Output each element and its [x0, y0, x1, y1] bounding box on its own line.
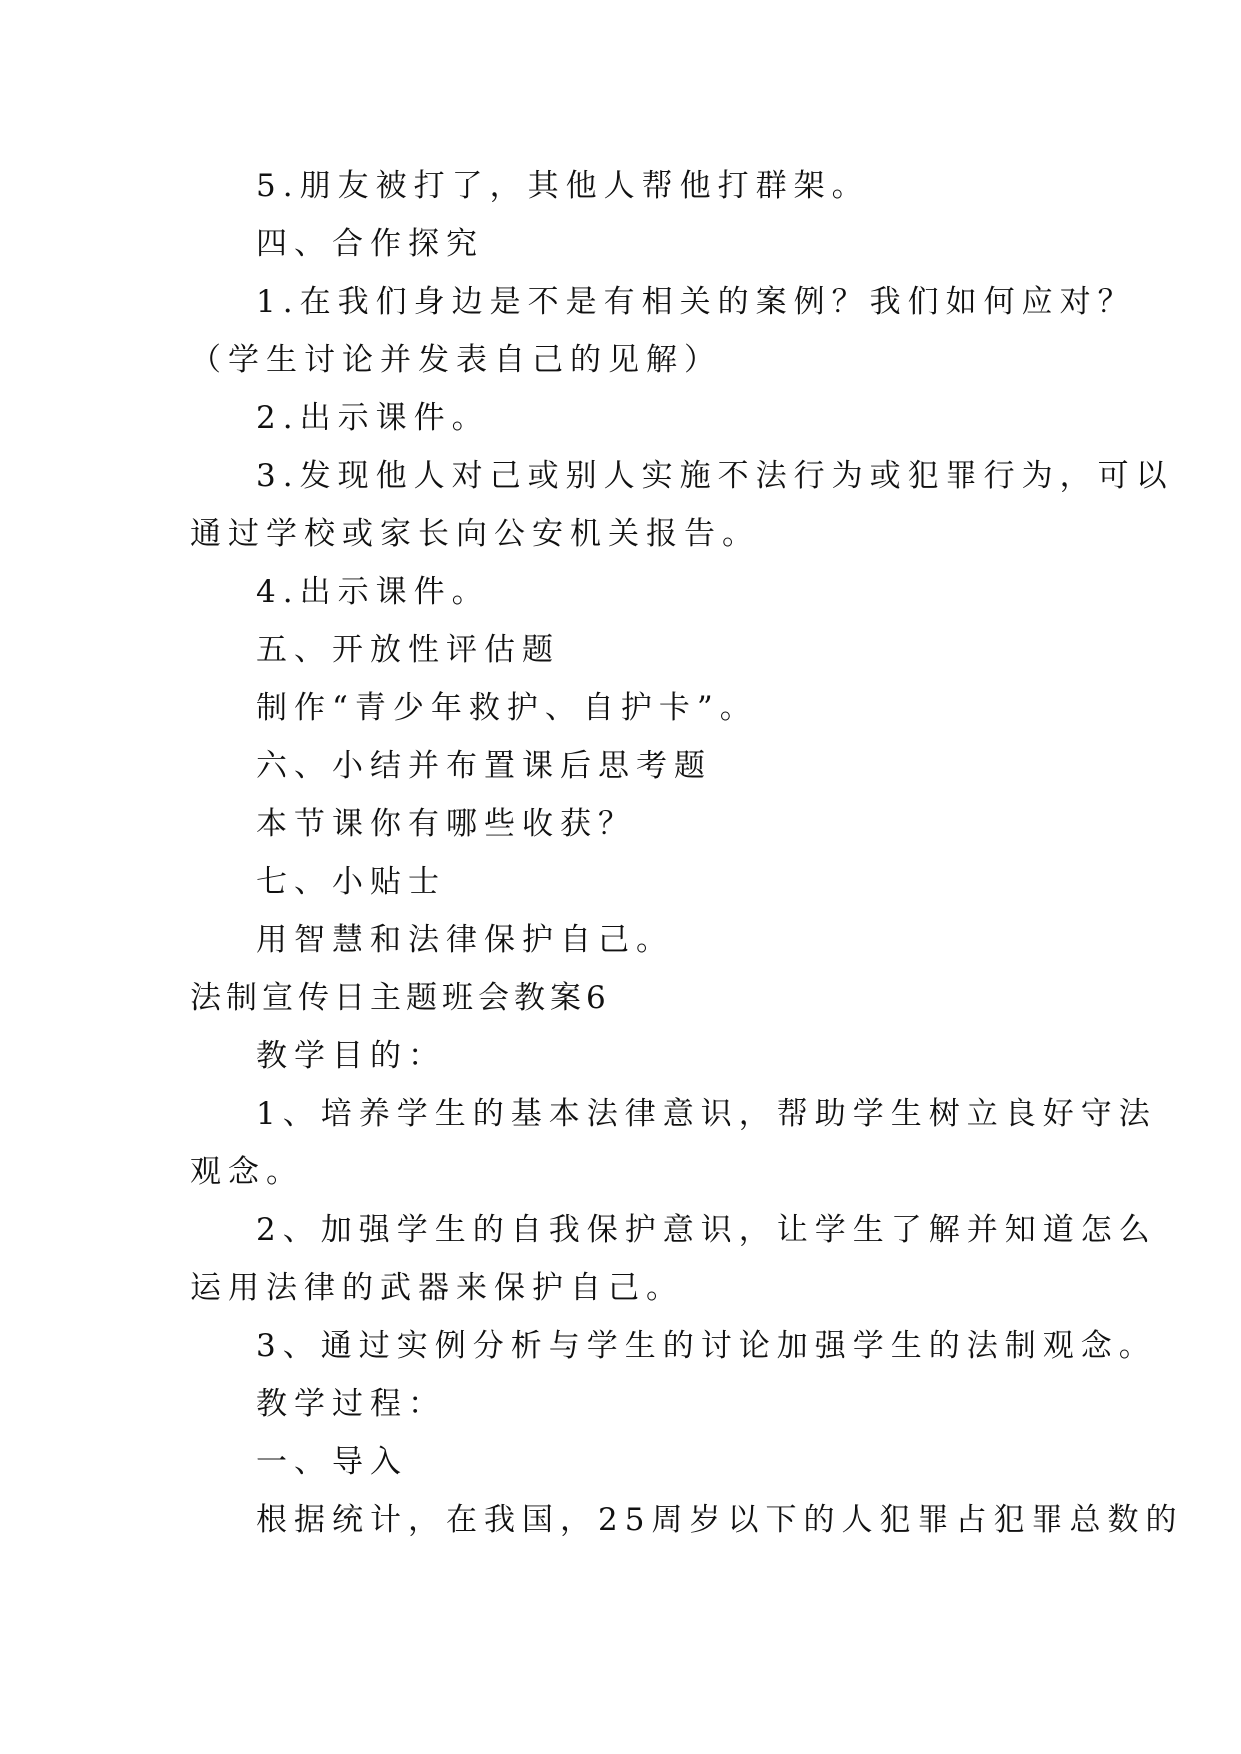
paragraph-line: 用智慧和法律保护自己。: [256, 922, 674, 958]
paragraph-line: 根据统计，在我国，25周岁以下的人犯罪占犯罪总数的: [256, 1502, 1184, 1538]
paragraph-line: 1.在我们身边是不是有相关的案例？我们如何应对？: [256, 284, 1136, 320]
paragraph-line: 1、培养学生的基本法律意识，帮助学生树立良好守法: [256, 1096, 1157, 1132]
paragraph-line: 5.朋友被打了，其他人帮他打群架。: [256, 168, 870, 204]
section-heading: 一、导入: [256, 1444, 408, 1480]
paragraph-line: 2、加强学生的自我保护意识，让学生了解并知道怎么: [256, 1212, 1157, 1248]
paragraph-line: 通过学校或家长向公安机关报告。: [190, 516, 760, 552]
paragraph-line: 运用法律的武器来保护自己。: [190, 1270, 684, 1306]
paragraph-line: 4.出示课件。: [256, 574, 490, 610]
document-body: [190, 157, 1184, 1549]
paragraph-line: （学生讨论并发表自己的见解）: [190, 342, 722, 378]
section-heading: 六、小结并布置课后思考题: [256, 748, 712, 784]
paragraph-line: 3.发现他人对己或别人实施不法行为或犯罪行为，可以: [256, 458, 1174, 494]
section-heading: 教学目的：: [256, 1038, 446, 1074]
section-heading: 七、小贴士: [256, 864, 446, 900]
section-heading: 教学过程：: [256, 1386, 446, 1422]
paragraph-line: 本节课你有哪些收获？: [256, 806, 636, 842]
paragraph-line: 制作“青少年救护、自护卡”。: [256, 690, 758, 726]
document-title: 法制宣传日主题班会教案6: [190, 980, 611, 1016]
paragraph-line: 观念。: [190, 1154, 304, 1190]
paragraph-line: 3、通过实例分析与学生的讨论加强学生的法制观念。: [256, 1328, 1157, 1364]
section-heading: 四、合作探究: [256, 226, 484, 262]
paragraph-line: 2.出示课件。: [256, 400, 490, 436]
section-heading: 五、开放性评估题: [256, 632, 560, 668]
